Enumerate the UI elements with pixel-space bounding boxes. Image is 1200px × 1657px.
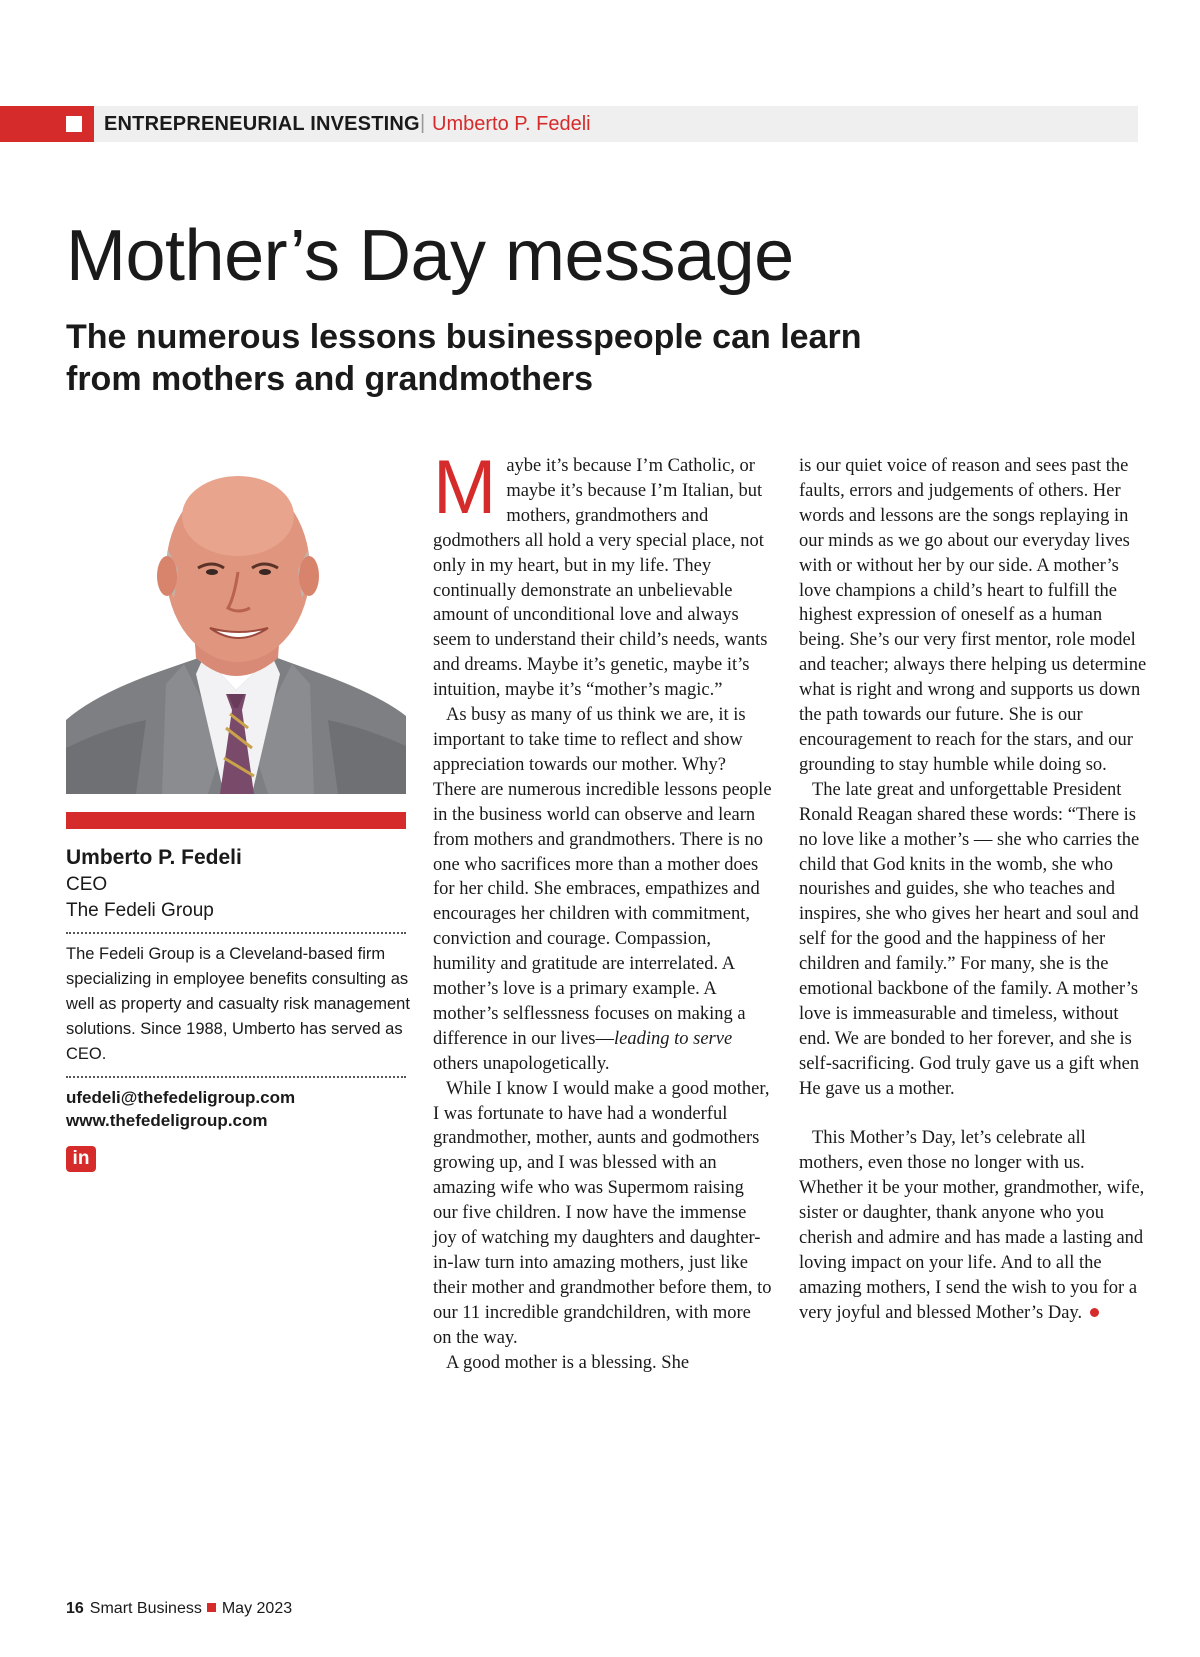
emphasis-text: leading to serve <box>614 1028 733 1049</box>
footer-square-icon <box>207 1603 216 1612</box>
section-label: ENTREPRENEURIAL INVESTING <box>104 113 420 135</box>
author-photo <box>66 458 406 794</box>
page-subtitle: The numerous lessons businesspeople can learn from mothers and grandmothers <box>66 318 862 398</box>
author-name: Umberto P. Fedeli <box>66 846 242 869</box>
author-bio: The Fedeli Group is a Cleveland-based firm specializing in employee benefits consulting as well as property and casualty risk management solutions. Since 1988, Umberto has served as CEO. <box>66 945 410 1063</box>
page-title: Mother’s Day message <box>66 216 794 296</box>
section-author: Umberto P. Fedeli <box>432 113 591 135</box>
drop-cap: M <box>433 445 497 530</box>
linkedin-icon[interactable]: in <box>66 1146 96 1172</box>
section-separator: | <box>420 112 426 134</box>
article-paragraph: This Mother’s Day, let’s celebrate all mothers, even those no longer with us. Whether it be your mother, grandmother, wife, sister or daughter, thank anyone who you cherish and admire and has made a lasting and loving impact on your life. And to all the amazing mothers, I send the wish to you for a very joyful and blessed Mother’s Day. <box>799 1128 1145 1323</box>
article-paragraph: While I know I would make a good mother, I was fortunate to have had a wonderful grandmother, mother, aunts and godmothers growing up, and I was blessed with an amazing wife who was Supermom raising our five children. I now have the immense joy of watching my daughters and daughter-in-law turn into amazing mothers, just like their mother and grandmother before them, to our 11 incredible grandchildren, with more on the way. <box>433 1078 772 1348</box>
page-number: 16 <box>66 1600 84 1617</box>
dotted-divider <box>66 932 406 934</box>
end-mark-icon <box>1090 1308 1099 1317</box>
publication-name: Smart Business <box>89 1600 202 1617</box>
author-role: CEO <box>66 874 108 895</box>
article-paragraph: is our quiet voice of reason and sees past the faults, errors and judgements of others. Her words and lessons are the songs replaying in our minds as we go about our everyday lives with or without her by our side. A mother’s love champions a child’s heart to fulfill the highest expression of oneself as a human being. She’s our very first mentor, role model and teacher; always there helping us determine what is right and wrong and supports us down the path towards our future. She is our encouragement to reach for the stars, and our grounding to stay humble while doing so. <box>799 456 1147 775</box>
author-website-link[interactable]: www.thefedeligroup.com <box>66 1111 268 1130</box>
author-company: The Fedeli Group <box>66 900 214 921</box>
article-column-1 <box>433 445 773 1376</box>
article-paragraph: As busy as many of us think we are, it is important to take time to reflect and show appreciation towards our mother. Why? There are numerous incredible lessons people in the business world can observe and learn from mothers and grandmothers. There is no one who sacrifices more than a mother does for her child. She embraces, empathizes and encourages her children with commitment, conviction and courage. Compassion, humility and gratitude are interrelated. A mother’s love is a primary example. A mother’s selflessness focuses on making a difference in our lives—leading to serve others unapologetically. <box>433 705 772 1074</box>
page-footer <box>66 1600 292 1618</box>
section-square-icon <box>66 116 82 132</box>
article-paragraph: The late great and unforgettable President Ronald Reagan shared these words: “There is no love like a mother’s — she who carries the child that God knits in the womb, she who nourishes and guides, she who teaches and inspires, she who gives her heart and soul and self for the good and the happiness of her children and family.” For many, she is the emotional backbone of the family. A mother’s love is immeasurable and timeless, without end. We are bonded to her forever, and she is self-sacrificing. God truly gave us a gift when He gave us a mother. <box>799 779 1140 1099</box>
article-paragraph: Maybe it’s because I’m Catholic, or maybe it’s because I’m Italian, but mothers, grandmothers and godmothers all hold a very special place, not only in my heart, but in my life. They continually demonstrate an unbelievable amount of unconditional love and always seem to understand their child’s needs, wants and dreams. Maybe it’s genetic, maybe it’s intuition, maybe it’s “mother’s magic.” <box>433 445 768 701</box>
issue-date: May 2023 <box>221 1600 293 1617</box>
article-paragraph: A good mother is a blessing. She <box>446 1352 690 1373</box>
dotted-divider <box>66 1076 406 1078</box>
article-column-2 <box>799 454 1151 1326</box>
author-email-link[interactable]: ufedeli@thefedeligroup.com <box>66 1088 296 1107</box>
photo-accent-bar <box>66 812 406 829</box>
